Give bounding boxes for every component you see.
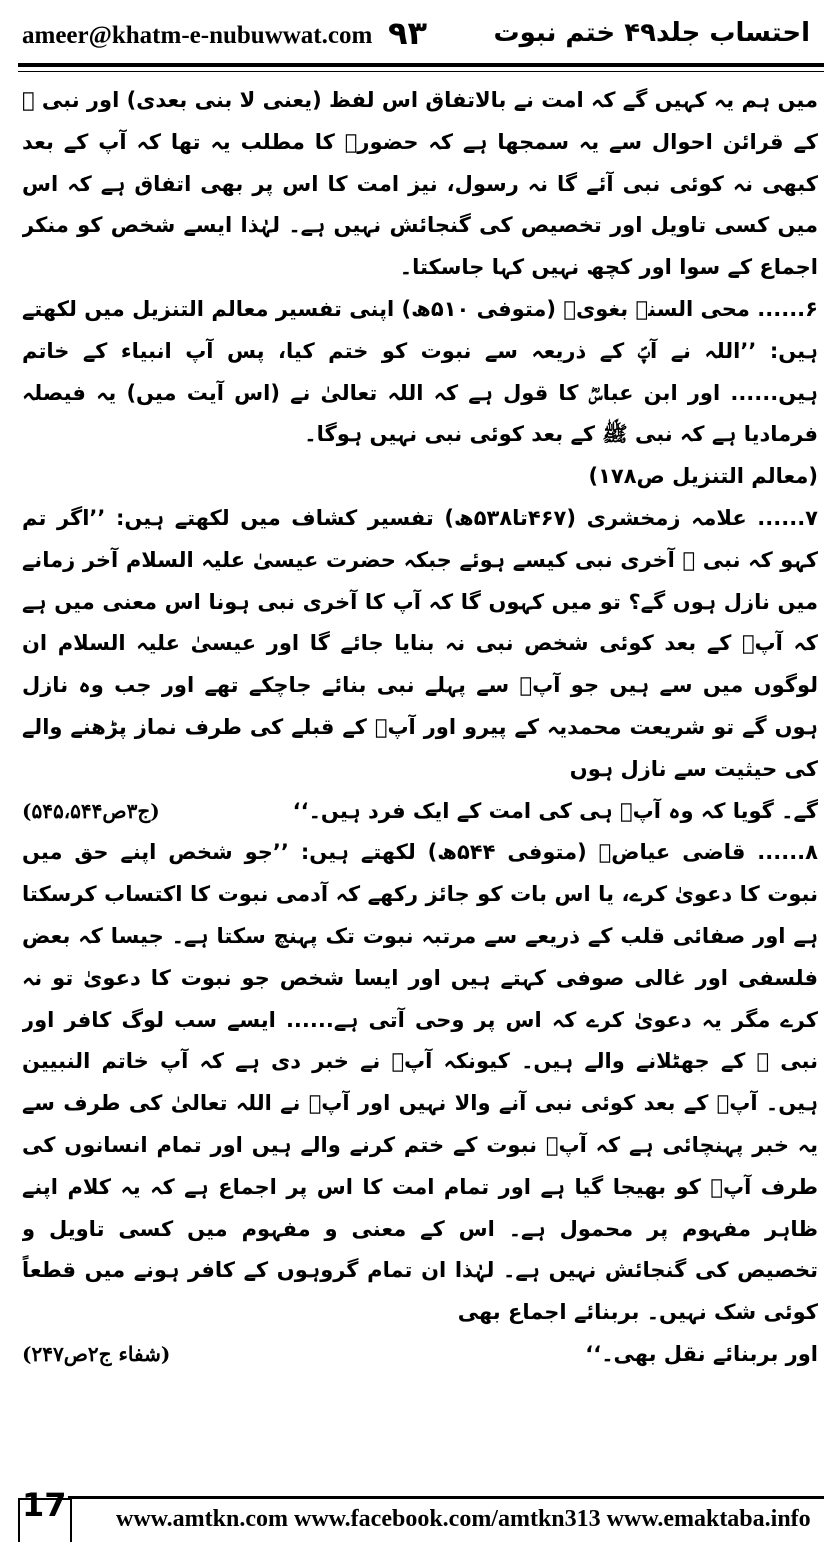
footer-links[interactable]: www.amtkn.com www.facebook.com/amtkn313 www.emaktaba.info bbox=[116, 1506, 811, 1532]
header-page-number: ۹۳ bbox=[388, 14, 428, 52]
paragraph-7: ۷...... علامہ زمخشری (۴۶۷تا۵۳۸ھ) تفسیر کشاف میں لکھتے ہیں: ’’اگر تم کہو کہ نبی ﷺ آخری نبی کیسے ہوئے جبکہ حضرت عیسیٰ علیہ السلام آخر زمانے میں نازل ہوں گے؟ تو میں کہوں گا کہ آپ کا آخری نبی ہونا اس معنی میں ہے کہ آپؐ کے بعد کوئی شخص نبی نہ بنایا جائے گا اور عیسیٰ علیہ السلام ان لوگوں میں سے ہیں جو آپؐ سے پہلے نبی بنائے جاچکے تھے اور جب وہ نازل ہوں گے تو شریعت محمدیہ کے پیرو اور آپؐ کے قبلے کی طرف نماز پڑھنے والے کی حیثیت سے نازل ہوں bbox=[22, 505, 818, 781]
paragraph-6: ۶...... محی السنہ بغویؒ (متوفی ۵۱۰ھ) اپنی تفسیر معالم التنزیل میں لکھتے ہیں: ’’اللہ نے آپؐ کے ذریعہ سے نبوت کو ختم کیا، پس آپ انبیاء کے خاتم ہیں...... اور ابن عباسؓ کا قول ہے کہ اللہ تعالیٰ نے (اس آیت میں) یہ فیصلہ فرمادیا ہے کہ نبی ﷺ کے بعد کوئی نبی نہیں ہوگا۔ bbox=[22, 296, 818, 447]
page-footer bbox=[0, 1486, 840, 1540]
paragraph-8-last-line: اور بربنائے نقل بھی۔‘‘ bbox=[585, 1341, 818, 1366]
header-title: احتساب جلد۴۹ ختم نبوت bbox=[493, 18, 810, 48]
reference-2: (ج۳ص۵۴۵،۵۴۴) bbox=[22, 798, 160, 823]
paragraph-7-last-line: گے۔ گویا کہ وہ آپؐ ہی کی امت کے ایک فرد ہیں۔‘‘ bbox=[292, 798, 818, 823]
footer-rule bbox=[68, 1496, 824, 1499]
page-header bbox=[0, 0, 840, 70]
reference-1: (معالم التنزیل ص۱۷۸) bbox=[588, 464, 818, 489]
paragraph-8: ۸...... قاضی عیاضؒ (متوفی ۵۴۴ھ) لکھتے ہیں: ’’جو شخص اپنے حق میں نبوت کا دعویٰ کرے، یا اس بات کو جائز رکھے کہ آدمی نبوت کا اکتساب کرسکتا ہے اور صفائی قلب کے ذریعے سے مرتبہ نبوت تک پہنچ سکتا ہے۔ جیسا کہ بعض فلسفی اور غالی صوفی کہتے ہیں اور ایسا شخص جو نبوت کا دعویٰ تو نہ کرے مگر یہ دعویٰ کرے کہ اس پر وحی آتی ہے...... ایسے سب لوگ کافر اور نبی ﷺ کے جھٹلانے والے ہیں۔ کیونکہ آپؐ نے خبر دی ہے کہ آپ خاتم النبیین ہیں۔ آپؐ کے بعد کوئی نبی آنے والا نہیں اور آپؐ نے اللہ تعالیٰ کی طرف سے یہ خبر پہنچائی ہے کہ آپؐ نبوت کے ختم کرنے والے ہیں اور تمام انسانوں کی طرف آپؐ کو بھیجا گیا ہے اور تمام امت کا اس پر اجماع ہے کہ یہ کلام اپنے ظاہر مفہوم پر محمول ہے۔ اس کے معنی و مفہوم میں کسی تاویل و تخصیص کی گنجائش نہیں ہے۔ لہٰذا ان تمام گروہوں کے کافر ہونے میں قطعاً کوئی شک نہیں۔ بربنائے اجماع بھی bbox=[22, 840, 818, 1325]
reference-3: (شفاء ج۲ص۲۴۷) bbox=[22, 1341, 171, 1366]
header-rule-thick bbox=[18, 63, 824, 67]
footer-page-number: 17 bbox=[22, 1486, 67, 1524]
paragraph-1: میں ہم یہ کہیں گے کہ امت نے بالاتفاق اس لفظ (یعنی لا بنی بعدی) اور نبی ﷺ کے قرائن احوال سے یہ سمجھا ہے کہ حضورؐ کا مطلب یہ تھا کہ آپ کے بعد کبھی نہ کوئی نبی آئے گا نہ رسول، نیز امت کا اس پر بھی اتفاق ہے کہ اس میں کسی تاویل اور تخصیص کی گنجائش نہیں ہے۔ لہٰذا ایسے شخص کو منکر اجماع کے سوا اور کچھ نہیں کہا جاسکتا۔ bbox=[22, 88, 818, 280]
header-email: ameer@khatm-e-nubuwwat.com bbox=[22, 22, 373, 49]
paragraph-8-end bbox=[22, 1334, 818, 1376]
paragraph-7-end bbox=[22, 791, 818, 833]
header-rule-thin bbox=[18, 71, 824, 72]
page-body bbox=[22, 80, 818, 1456]
